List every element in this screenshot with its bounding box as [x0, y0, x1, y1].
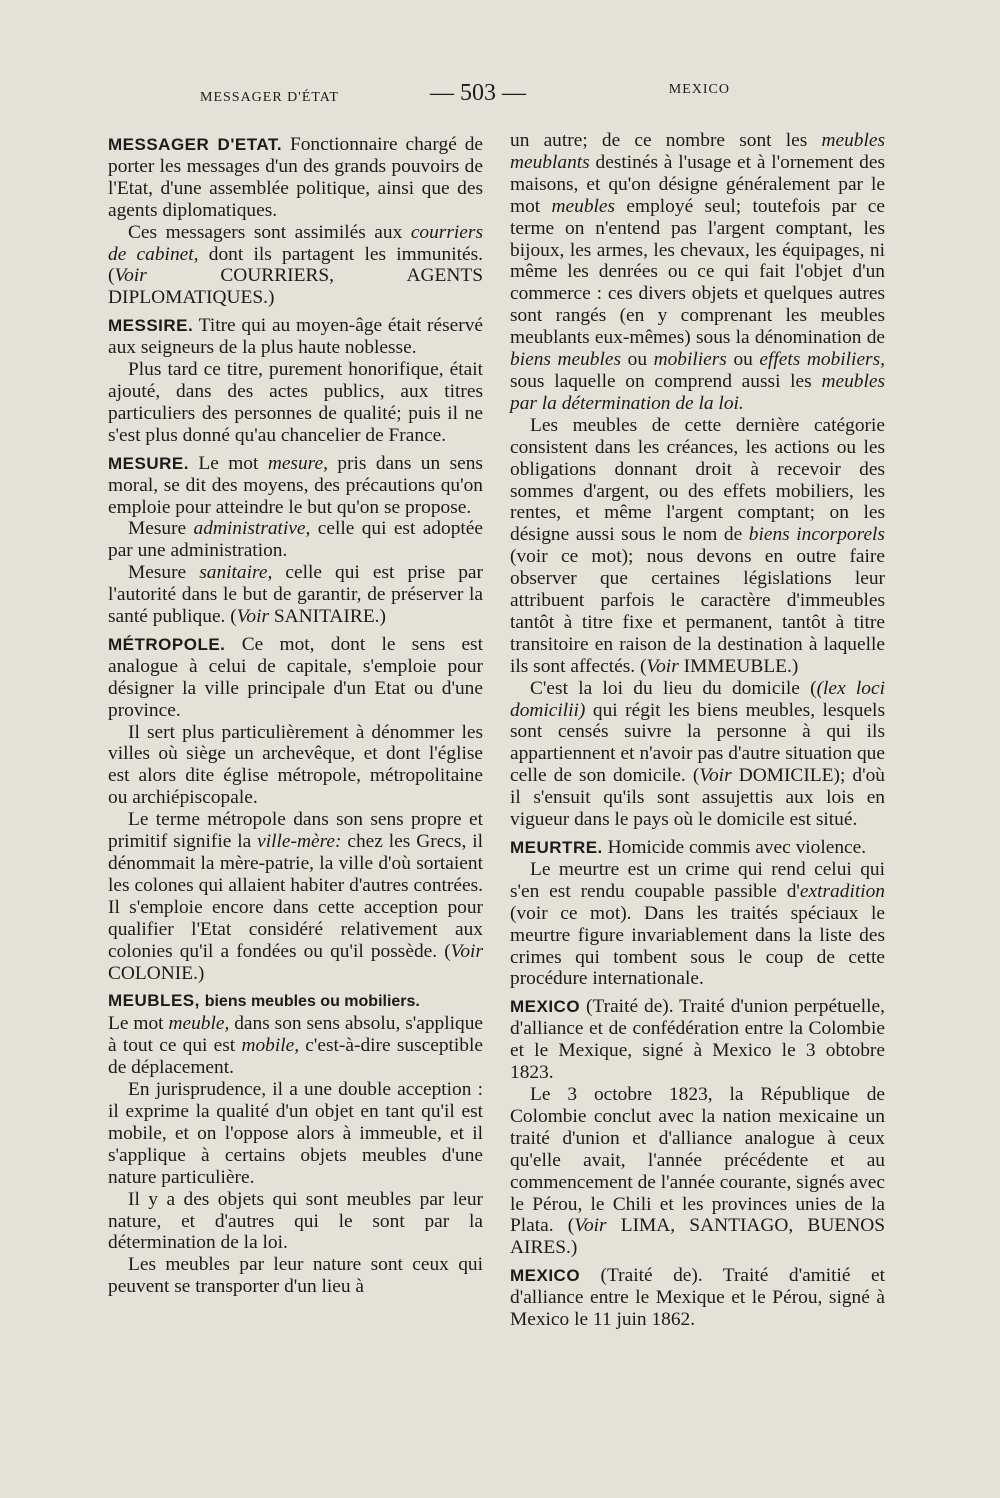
paragraph: Il sert plus particulièrement à dénommer les villes où siège un archevêque, et dont l'église est alors dite église métropole, métropolitaine ou archiépiscopale. — [108, 721, 483, 809]
paragraph: Les meubles de cette dernière catégorie consistent dans les créances, les actions ou les obligations donnant droit à recevoir des sommes d'argent, ou des effets mobiliers, les rentes, et même l'argent comptant; on les désigne aussi sous le nom de biens incorporels (voir ce mot); nous devons en outre faire observer que certaines législations leur attribuent parfois le caractère d'immeubles tantôt à titre fixe et permanent, tantôt à titre transitoire en raison de la destination à laquelle ils sont affectés. (Voir IMMEUBLE.) — [510, 414, 885, 677]
entry-mesure: MESURE. Le mot mesure, pris dans un sens moral, se dit des moyens, des précautions qu'on emploie pour atteindre le but qu'on se propose. — [108, 452, 483, 518]
headword: MESSAGER D'ETAT. — [108, 135, 283, 154]
paragraph: Ces messagers sont assimilés aux courriers de cabinet, dont ils partagent les immunités. (Voir COURRIERS, AGENTS DIPLOMATIQUES.) — [108, 221, 483, 309]
paragraph: un autre; de ce nombre sont les meubles meublants destinés à l'usage et à l'ornement des maisons, et qu'on désigne généralement par le mot meubles employé seul; toutefois par ce terme on n'entend pas l'argent comptant, les bijoux, les armes, les chevaux, les équipages, ni même les denrées ou ce qui fait l'objet d'un commerce : ces divers objets et quelques autres sont rangés (en y comprenant les meubles meublants eux-mêmes) sous la dénomination de biens meubles ou mobiliers ou effets mobiliers, sous laquelle on comprend aussi les meubles par la détermination de la loi. — [510, 130, 885, 414]
header-right: MEXICO — [668, 82, 730, 97]
entry-meubles — [108, 990, 483, 1013]
paragraph: Il y a des objets qui sont meubles par leur nature, et d'autres qui le sont par la détermination de la loi. — [108, 1188, 483, 1254]
right-column — [510, 130, 885, 1331]
headword: MESSIRE. — [108, 316, 194, 336]
headword: MEURTRE. — [510, 838, 603, 857]
headword: MEXICO — [510, 1266, 581, 1286]
headword: MEXICO — [510, 997, 581, 1017]
paragraph: C'est la loi du lieu du domicile ((lex loci domicilii) qui régit les biens meubles, lesquels sont censés suivre la personne à qui ils appartiennent et n'avoir pas d'autre situation que celle de son domicile. (Voir DOMICILE); d'où il s'ensuit qu'ils sont assujettis aux lois en vigueur dans le pays où le domicile est situé. — [510, 677, 885, 831]
paragraph: Mesure sanitaire, celle qui est prise par l'autorité dans le but de garantir, de préserver la santé publique. (Voir SANITAIRE.) — [108, 562, 483, 628]
paragraph: Le mot meuble, dans son sens absolu, s'applique à tout ce qui est mobile, c'est-à-dire susceptible de déplacement. — [108, 1013, 484, 1079]
headword: MÉTROPOLE. — [108, 634, 226, 654]
subheading: biens meubles ou mobiliers. — [204, 993, 420, 1011]
page-number: — 503 — — [430, 80, 526, 106]
left-column — [108, 130, 483, 1298]
paragraph: Le 3 octobre 1823, la République de Colombie conclut avec la nation mexicaine un traité d'union et d'alliance analogue à ceux qu'elle avait, l'année précédente et au commencement de l'année courante, signés avec le Pérou, le Chili et les provinces unies de la Plata. (Voir LIMA, SANTIAGO, BUENOS AIRES.) — [510, 1083, 885, 1259]
entry-messager — [108, 134, 483, 222]
header-left: MESSAGER D'ÉTAT — [200, 90, 339, 105]
paragraph: En jurisprudence, il a une double acception : il exprime la qualité d'un objet en tant qu'il est mobile, et on l'oppose alors à immeuble, et il s'applique à certains objets meubles d'une nature particulière. — [108, 1079, 483, 1188]
definition: Titre qui au moyen-âge était réservé aux seigneurs de la plus haute noblesse. — [108, 315, 483, 359]
running-header — [200, 80, 730, 110]
entry-mexico-2: MEXICO (Traité de). Traité d'amitié et d'alliance entre le Mexique et le Pérou, signé à Mexico le 11 juin 1862. — [510, 1265, 885, 1331]
entry-mexico-1: MEXICO (Traité de). Traité d'union perpétuelle, d'alliance et de confédération entre la Colombie et le Mexique, signé à Mexico le 3 obtobre 1823. — [510, 996, 885, 1084]
entry-messire — [108, 315, 483, 359]
entry-metropole: MÉTROPOLE. Ce mot, dont le sens est analogue à celui de capitale, s'emploie pour désigner la ville principale d'un Etat ou d'une province. — [108, 633, 483, 721]
definition: Fonctionnaire chargé de porter les messages d'un des grands pouvoirs de l'Etat, d'une assemblée politique, ainsi que des agents diplomatiques. — [108, 134, 483, 221]
headword: MEUBLES, — [108, 991, 200, 1011]
paragraph: Plus tard ce titre, purement honorifique, était ajouté, dans des actes publics, aux titres particuliers des personnes de qualité; puis il ne s'est plus donné qu'au chancelier de France. — [108, 359, 483, 446]
paragraph: Les meubles par leur nature sont ceux qui peuvent se transporter d'un lieu à — [108, 1254, 483, 1298]
paragraph: Le meurtre est un crime qui rend celui qui s'en est rendu coupable passible d'extradition (voir ce mot). Dans les traités spéciaux le meurtre figure invariablement dans la liste des crimes qui tombent sous le coup de cette procédure internationale. — [510, 858, 885, 990]
entry-meurtre: MEURTRE. Homicide commis avec violence. — [510, 837, 867, 858]
paragraph: Mesure administrative, celle qui est adoptée par une administration. — [108, 518, 483, 562]
headword: MESURE. — [108, 453, 189, 473]
paragraph: Le terme métropole dans son sens propre et primitif signifie la ville-mère: chez les Grecs, il dénommait la mère-patrie, la ville d'où sortaient les colones qui allaient habiter d'autres contrées. Il s'emploie encore dans cette acception pour qualifier l'Etat considéré relativement aux colonies qu'il a fondées ou qu'il possède. (Voir COLONIE.) — [108, 809, 483, 984]
